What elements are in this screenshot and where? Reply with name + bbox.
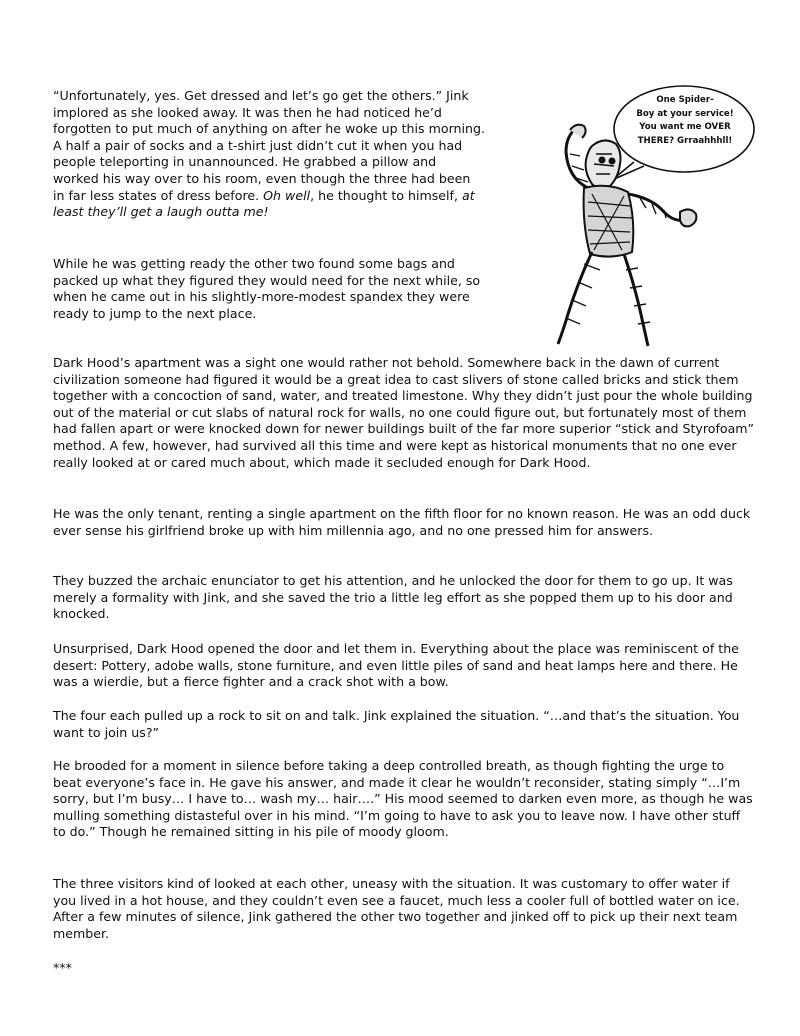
paragraph-8: He brooded for a moment in silence before taking a deep controlled breath, as though fighting the urge to beat everyone’s face in. He gave his answer, and made it clear he wouldn’t reconsider, stating simply “…I’m sorry, but I’m busy… I have to… wash my… hair….” His mood seemed to darken even more, as though he was mulling something distasteful over in his mind. “I’m going to have to ask you to leave now. I have other stuff to do.” Though he remained sitting in his pile of moody gloom. (53, 758, 753, 840)
paragraph-5: They buzzed the archaic enunciator to get his attention, and he unlocked the door for them to go up. It was merely a formality with Jink, and she saved the trio a little leg effort as she popped them up to his door and knocked. (53, 573, 733, 622)
paragraph-1-text: “Unfortunately, yes. Get dressed and let’s go get the others.” Jink implored as she looked away. It was then he had noticed he’d forgotten to put much of anything on after he woke up this morning. A half a pair of socks and a t-shirt just didn’t cut it when you had people teleporting in unannounced. He grabbed a pillow and worked his way over to his room, even though the three had been in far less states of dress before. (53, 88, 485, 203)
paragraph-1-italic-1: Oh well (263, 187, 311, 203)
paragraph-7: The four each pulled up a rock to sit on and talk. Jink explained the situation. “…and that’s the situation. You want to join us?” (53, 708, 740, 740)
paragraph-4: He was the only tenant, renting a single apartment on the fifth floor for no known reason. He was an odd duck ever sense his girlfriend broke up with him millennia ago, and no one pressed him for answers. (53, 506, 751, 538)
bubble-line-3: You want me OVER (639, 122, 731, 133)
paragraph-2: While he was getting ready the other two found some bags and packed up what they figured they would need for the next while, so when he came out in his slightly-more-modest spandex they were ready to jump to the next place. (53, 256, 481, 321)
paragraph-1-italic-2: at least they’ll get a laugh outta me! (53, 187, 475, 220)
bubble-line-2: Boy at your service! (636, 108, 734, 119)
speech-bubble-text (627, 94, 743, 148)
section-separator: *** (53, 960, 72, 975)
paragraph-9: The three visitors kind of looked at each other, uneasy with the situation. It was customary to offer water if you lived in a hot house, and they couldn’t even see a faucet, much less a cooler full of bottled water on ice. After a few minutes of silence, Jink gathered the other two together and jinked off to pick up their next team member. (53, 876, 740, 941)
paragraph-3: Dark Hood’s apartment was a sight one would rather not behold. Somewhere back in the dawn of current civilization someone had figured it would be a great idea to cast slivers of stone called bricks and stick them together with a concoction of sand, water, and treated limestone. Why they didn’t just pour the whole building out of the material or cut slabs of natural rock for walls, no one could figure out, but fortunately most of them had fallen apart or were knocked down for newer buildings built of the far more superior “stick and Styrofoam” method. A few, however, had survived all this time and were kept as historical monuments that no one ever really looked at or cared much about, which made it secluded enough for Dark Hood. (53, 355, 755, 470)
bubble-line-4: THERE? Grraahhhll! (637, 135, 733, 146)
bubble-line-1: One Spider- (656, 95, 714, 105)
paragraph-6: Unsurprised, Dark Hood opened the door and let them in. Everything about the place was reminiscent of the desert: Pottery, adobe walls, stone furniture, and even little piles of sand and heat lamps here and there. He was a wierdie, but a fierce fighter and a crack shot with a bow. (53, 641, 739, 690)
paragraph-1-mid: , he thought to himself, (310, 187, 462, 203)
paragraph-1 (53, 88, 485, 221)
